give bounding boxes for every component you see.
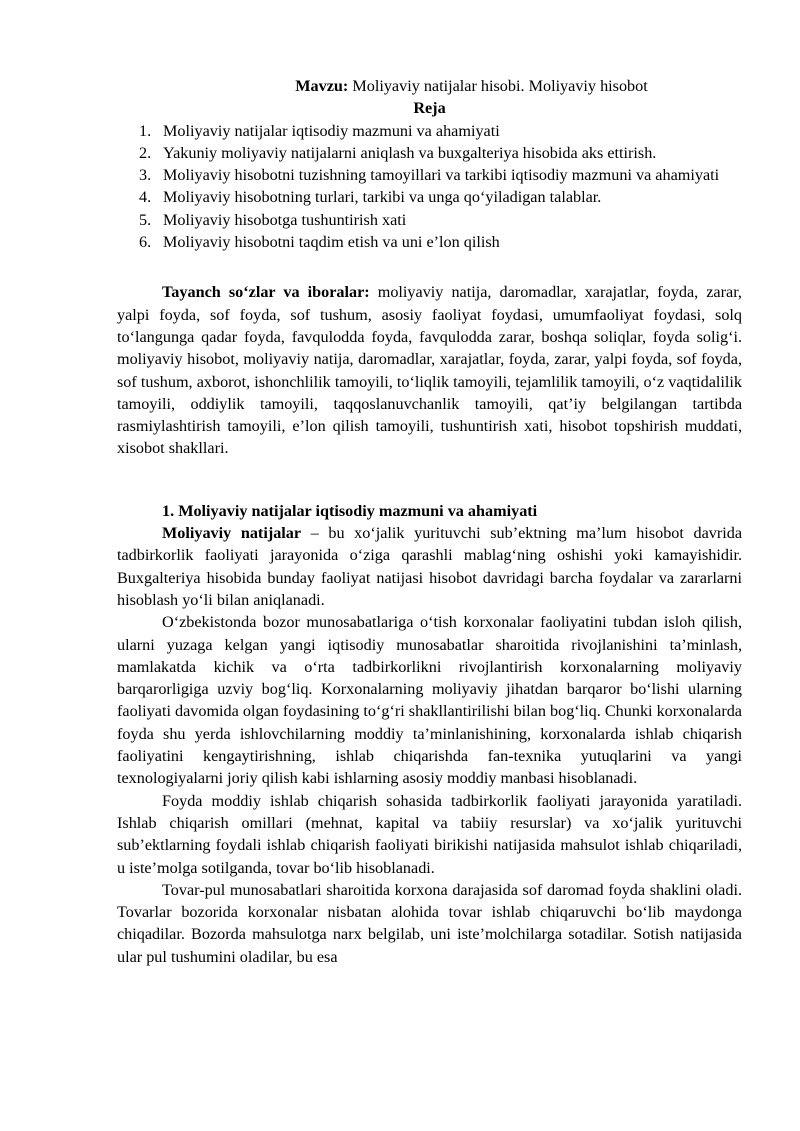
plan-item <box>117 142 742 164</box>
topic-label: Mavzu: <box>295 77 349 95</box>
topic-text: Moliyaviy natijalar hisobi. Moliyaviy hisobot <box>348 77 648 95</box>
section-heading: 1. Moliyaviy natijalar iqtisodiy mazmuni va ahamiyati <box>162 501 538 520</box>
plan-list <box>117 120 742 254</box>
body-paragraph <box>117 522 742 611</box>
topic-line <box>117 75 742 97</box>
spacer <box>117 253 742 281</box>
plan-item-number: 6. <box>139 233 152 252</box>
keywords-text: moliyaviy natija, daromadlar, xarajatlar, foyda, zarar, yalpi foyda, sof foyda, sof tushum, asosiy faoliyat foydasi, umumfaoliyat foydasi, solq to‘langunga qadar foyda, favqulodda foyda, favqulodda zarar, boshqa soliqlar, foyda solig‘i. moliyaviy hisobot, moliyaviy natija, daromadlar, xarajatlar, foyda, zarar, yalpi foyda, sof foyda, sof tushum, axborot, ishonchlilik tamoyili, to‘liqlik tamoyili, tejamlilik tamoyili, o‘z vaqtidalilik tamoyili, oddiylik tamoyili, taqqoslanuvchanlik tamoyili, qat’iy belgilangan tartibda rasmiylashtirish tamoyili, e’lon qilish tamoyili, tushuntirish xati, hisobot topshirish muddati, xisobot shakllari. <box>117 283 742 458</box>
body-paragraph: Foyda moddiy ishlab chiqarish sohasida tadbirkorlik faoliyati jarayonida yaratiladi. Ishlab chiqarish omillari (mehnat, kapital va tabiiy resurslar) va xo‘jalik yurituvchi sub’ektlarning foydali ishlab chiqarish faoliyati birikishi natijasida mahsulot ishlab chiqariladi, u iste’molga sotilganda, tovar bo‘lib hisoblanadi. <box>117 791 742 877</box>
plan-item-text: Moliyaviy natijalar iqtisodiy mazmuni va ahamiyati <box>163 121 500 140</box>
plan-item <box>117 209 742 231</box>
plan-item-number: 3. <box>139 166 152 185</box>
plan-item-number: 2. <box>139 143 152 162</box>
plan-title: Reja <box>413 99 446 118</box>
plan-item <box>117 231 742 253</box>
body-paragraph: O‘zbekistonda bozor munosabatlariga o‘tish korxonalar faoliyatini tubdan isloh qilish, ularni yuzaga kelgan yangi iqtisodiy munosabatlar sharoitida rivojlanishini ta’minlash, mamlakatda kichik va o‘rta tadbirkorlikni rivojlantirish korxonalarning moliyaviy barqarorligiga uzviy bog‘liq. Korxonalarning moliyaviy jihatdan barqaror bo‘lishi ularning faoliyati davomida olgan foydasining to‘g‘ri shakllantirilishi bilan bog‘liq. Chunki korxonalarda foyda shu yerda ishlovchilarning moddiy ta’minlanishining, korxonalarda ishlab chiqarish faoliyatini kengaytirishning, ishlab chiqarishda fan-texnika yutuqlarini va yangi texnologiyalarni joriy qilish kabi ishlarning asosiy moddiy manbasi hisoblanadi. <box>117 613 742 788</box>
plan-item-text: Moliyaviy hisobotning turlari, tarkibi va unga qo‘yiladigan talablar. <box>163 188 602 207</box>
plan-item-text: Moliyaviy hisobotni tuzishning tamoyillari va tarkibi iqtisodiy mazmuni va ahamiyati <box>163 166 720 185</box>
body-paragraph: Tovar-pul munosabatlari sharoitida korxona darajasida sof daromad foyda shaklini oladi. Tovarlar bozorida korxonalar nisbatan alohida tovar ishlab chiqaruvchi bo‘lib maydonga chiqadilar. Bozorda mahsulotga narx belgilab, uni iste’molchilarga sotadilar. Sotish natijasida ular pul tushumini oladilar, bu esa <box>117 880 742 966</box>
plan-item <box>117 186 742 208</box>
plan-item-number: 4. <box>139 188 152 207</box>
keywords-paragraph <box>117 281 742 459</box>
plan-item-number: 5. <box>139 210 152 229</box>
paragraph-text: – bu xo‘jalik yurituvchi sub’ektning ma’lum hisobot davrida tadbirkorlik faoliyati jarayonida o‘ziga qarashli mablag‘ning oshishi yoki kamayishidir. Buxgalteriya hisobida bunday faoliyat natijasi hisobot davridagi barcha foydalar va zararlarni hisoblash yo‘li bilan aniqlanadi. <box>117 524 743 609</box>
keywords-label: Tayanch so‘zlar va iboralar: <box>162 283 370 302</box>
plan-item-text: Yakuniy moliyaviy natijalarni aniqlash va buxgalteriya hisobida aks ettirish. <box>163 143 657 162</box>
plan-item-number: 1. <box>139 121 152 140</box>
defined-term: Moliyaviy natijalar <box>162 524 302 543</box>
plan-item-text: Moliyaviy hisobotni taqdim etish va uni e’lon qilish <box>163 233 500 252</box>
plan-item-text: Moliyaviy hisobotga tushuntirish xati <box>163 210 407 229</box>
plan-item <box>117 120 742 142</box>
spacer <box>117 460 742 500</box>
plan-item <box>117 164 742 186</box>
